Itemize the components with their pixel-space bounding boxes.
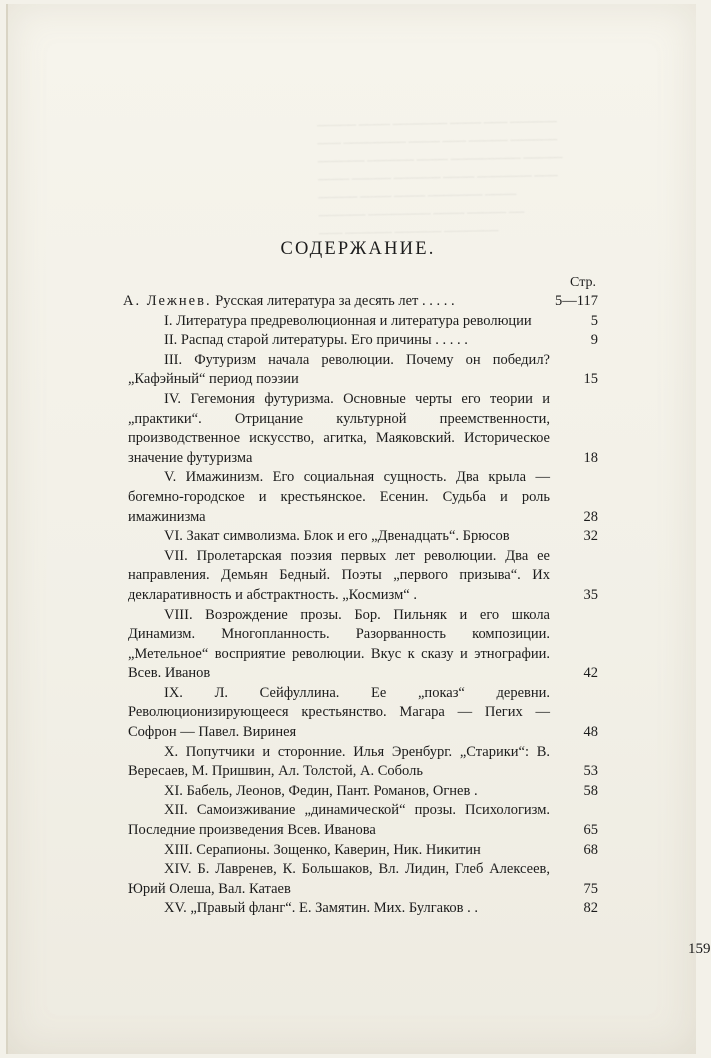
toc-entry-text: XIV. Б. Лавренев, К. Большаков, Вл. Лидин, Глеб Алексеев, Юрий Олеша, Вал. Катаев: [128, 861, 550, 897]
toc-entry[interactable]: [128, 390, 598, 468]
toc-entry[interactable]: [128, 606, 598, 684]
toc-entry-text: I. Литература предреволюционная и литература революции: [164, 312, 532, 329]
table-of-contents: [123, 292, 598, 919]
toc-entry-text: IX. Л. Сейфуллина. Ее „показ“ деревни. Революционизирующееся крестьянство. Магара — Пегих — Софрон — Павел. Виринея: [128, 684, 550, 741]
page-column-label: Стр.: [570, 275, 596, 290]
toc-author-entry[interactable]: [123, 292, 598, 312]
toc-entry[interactable]: [128, 860, 598, 899]
page-range: 5—117: [555, 293, 598, 309]
dot-leader: . . . . .: [422, 293, 455, 309]
toc-entry[interactable]: [128, 782, 598, 802]
toc-entry-text: XI. Бабель, Леонов, Федин, Пант. Романов, Огнев .: [164, 782, 478, 799]
toc-entry[interactable]: [128, 547, 598, 606]
author-name: А. Лежнев.: [123, 293, 212, 309]
toc-entry[interactable]: [128, 801, 598, 840]
toc-entry-text: XII. Самоизживание „динамической“ прозы. Психологизм. Последние произведения Всев. Иванова: [128, 802, 550, 839]
toc-entry-page: 75: [583, 880, 598, 897]
toc-entry-text: VII. Пролетарская поэзия первых лет революции. Два ее направления. Демьян Бедный. Поэты „первого призыва“. Их декларативность и абстрактность. „Космизм“ .: [128, 547, 550, 603]
toc-section-list: [128, 312, 598, 919]
toc-entry-text: XV. „Правый фланг“. Е. Замятин. Мих. Булгаков . .: [164, 900, 479, 917]
toc-entry-text: XIII. Серапионы. Зощенко, Каверин, Ник. Никитин: [164, 841, 481, 858]
toc-entry-page: 65: [583, 822, 598, 839]
toc-entry-text: VIII. Возрождение прозы. Бор. Пильняк и его школа Динамизм. Многопланность. Разорванность композиции. „Метельное“ восприятие революции. Вкус к сказу и этнографии. Всев. Иванов: [128, 606, 550, 682]
bleed-through-text: ───── ──── ─────── ──── ─── ────── ─── ──────── ──── ─── ───── ────── ────── ────── ──── ───────── ───── ──── ───── ────── ──── ─────── ─── ───── ──── ──── ─────── ──── ────── ──────── ──── ───── ── ─── ────── ────── ───────: [316, 115, 563, 241]
toc-entry-page: 35: [583, 586, 598, 603]
toc-entry[interactable]: [128, 331, 598, 351]
toc-entry-page: 58: [583, 782, 598, 799]
toc-entry-text: IV. Гегемония футуризма. Основные черты его теории и „практики“. Отрицание культурной преемственности, производственное искусство, агитка, Маяковский. Историческое значение футуризма: [128, 390, 550, 466]
toc-entry-page: 5: [590, 312, 598, 329]
toc-entry[interactable]: [128, 527, 598, 547]
toc-entry-page: 9: [590, 332, 598, 349]
page-number: 159: [688, 941, 711, 957]
toc-entry-page: 32: [583, 528, 598, 545]
toc-entry-page: 68: [583, 841, 598, 858]
toc-entry[interactable]: [128, 743, 598, 782]
toc-entry-page: 18: [583, 449, 598, 466]
toc-entry-text: X. Попутчики и сторонние. Илья Эренбург. „Старики“: В. Вересаев, М. Пришвин, Ал. Толстой, А. Соболь: [128, 743, 550, 780]
work-title: Русская литература за десять лет: [215, 293, 419, 309]
toc-entry-page: 82: [583, 900, 598, 917]
toc-entry-text: VI. Закат символизма. Блок и его „Двенадцать“. Брюсов: [164, 528, 510, 545]
page-sheet: [6, 4, 711, 1054]
toc-entry-page: 48: [583, 724, 598, 741]
toc-entry-text: II. Распад старой литературы. Его причины . . . . .: [164, 332, 468, 349]
page-title: СОДЕРЖАНИЕ.: [280, 239, 436, 259]
toc-entry[interactable]: [128, 312, 598, 332]
toc-entry-page: 15: [583, 371, 598, 388]
toc-entry[interactable]: [128, 899, 598, 919]
toc-entry-text: V. Имажинизм. Его социальная сущность. Два крыла — богемно-городское и крестьянское. Есенин. Судьба и роль имажинизма: [128, 469, 550, 525]
toc-entry[interactable]: [128, 684, 598, 743]
toc-entry[interactable]: [128, 468, 598, 527]
toc-entry-page: 53: [583, 763, 598, 780]
toc-entry[interactable]: [128, 351, 598, 390]
toc-entry-page: 28: [583, 508, 598, 525]
toc-entry-text: III. Футуризм начала революции. Почему он победил? „Кафэйный“ период поэзии: [128, 351, 550, 388]
toc-entry-page: 42: [583, 665, 598, 682]
toc-entry[interactable]: [128, 841, 598, 861]
